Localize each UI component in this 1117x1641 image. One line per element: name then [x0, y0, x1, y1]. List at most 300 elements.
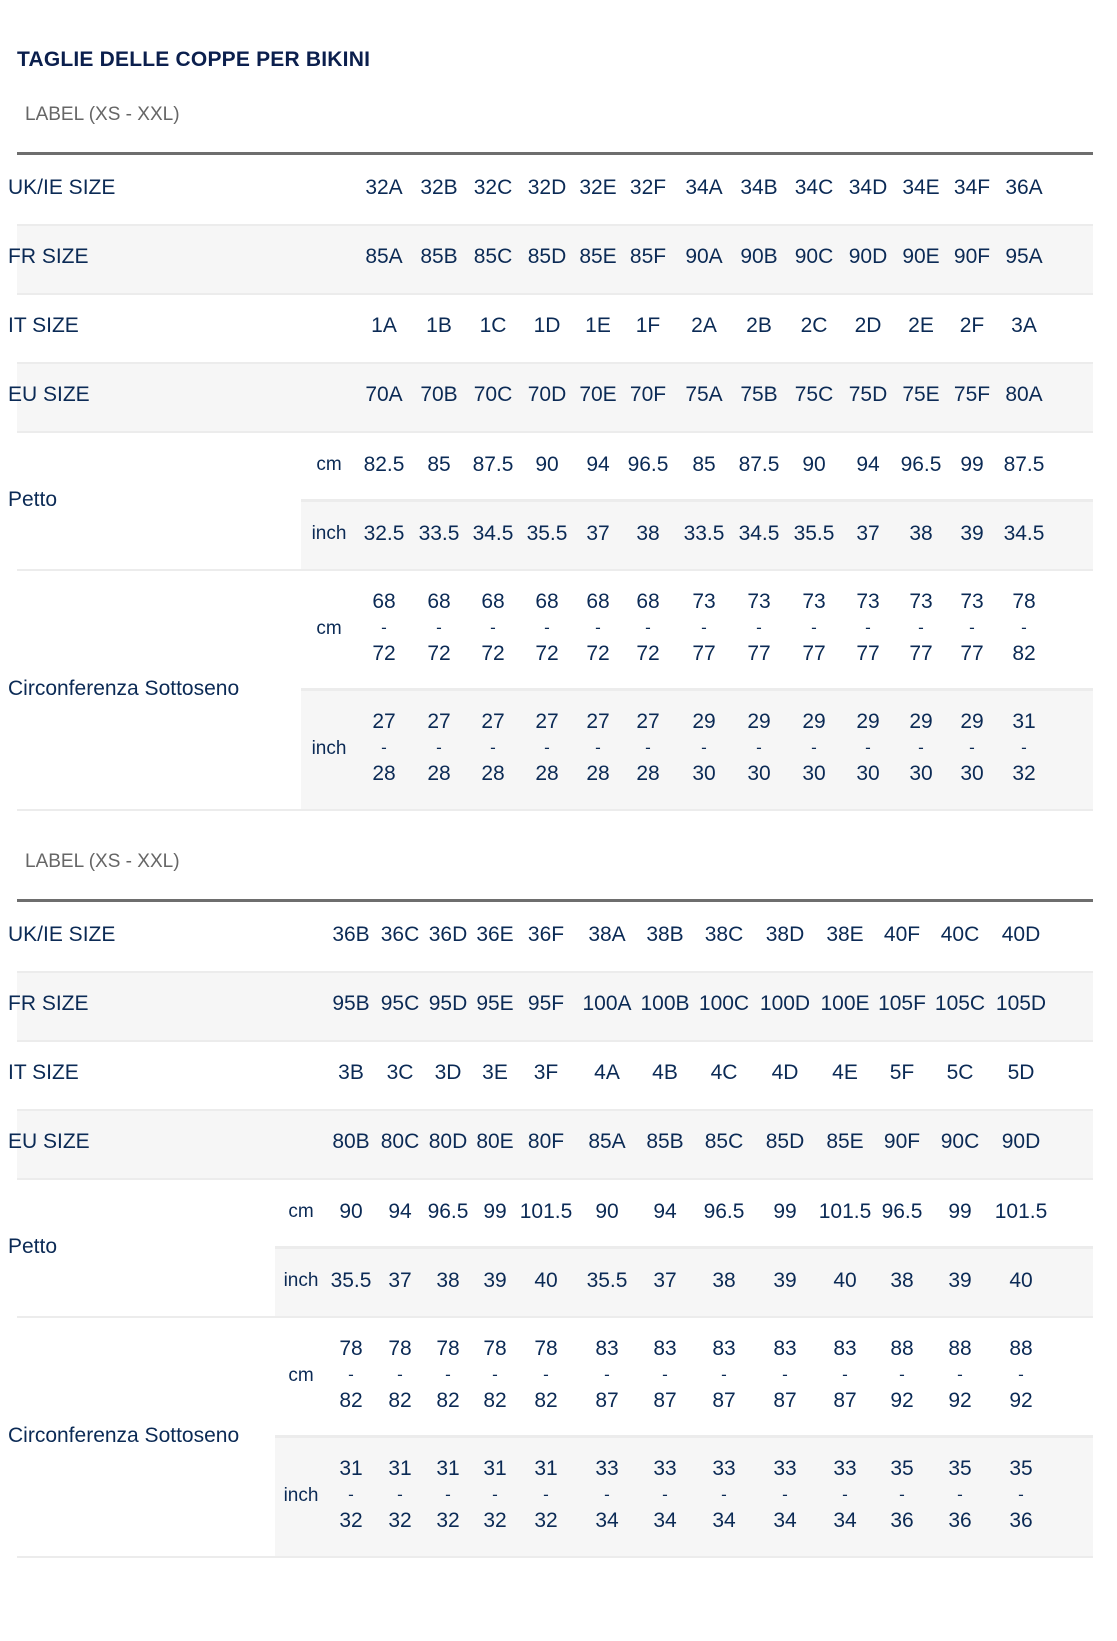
- size-cell: 85F: [629, 245, 667, 268]
- sottoseno-cm-range: [427, 589, 450, 667]
- row-label-fr-size: FR SIZE: [8, 992, 89, 1015]
- petto-inch-cell: 40: [1009, 1269, 1033, 1292]
- range-separator: -: [918, 738, 924, 757]
- range-from: 33: [653, 1457, 677, 1480]
- range-to: 87: [653, 1389, 677, 1412]
- table-bottom-rule: [17, 1556, 1093, 1558]
- range-from: 31: [483, 1457, 507, 1480]
- size-cell: 90D: [1001, 1130, 1041, 1153]
- range-from: 31: [339, 1457, 363, 1480]
- size-cell: 4E: [832, 1061, 858, 1084]
- range-to: 30: [856, 762, 880, 785]
- petto-cm-cell: 90: [595, 1200, 619, 1223]
- range-separator: -: [957, 1485, 963, 1504]
- petto-inch-cell: 37: [856, 522, 880, 545]
- range-separator: -: [721, 1365, 727, 1384]
- range-to: 30: [692, 762, 716, 785]
- range-from: 88: [1009, 1337, 1033, 1360]
- size-cell: 38B: [646, 923, 684, 946]
- range-separator: -: [662, 1365, 668, 1384]
- petto-cm-cell: 94: [388, 1200, 412, 1223]
- range-from: 73: [692, 590, 716, 613]
- size-cell: 2C: [800, 314, 828, 337]
- sottoseno-cm-range: [833, 1336, 856, 1414]
- range-separator: -: [756, 738, 762, 757]
- row-label-petto: Petto: [8, 1235, 58, 1258]
- sottoseno-inch-range: [586, 709, 609, 787]
- row-label-eu-size: EU SIZE: [8, 383, 90, 406]
- size-cell: 3D: [434, 1061, 462, 1084]
- range-to: 36: [1009, 1509, 1033, 1532]
- size-cell: 85A: [365, 245, 403, 268]
- size-cell: 32E: [579, 176, 617, 199]
- sottoseno-inch-range: [388, 1456, 411, 1534]
- size-cell: 95C: [380, 992, 420, 1015]
- range-to: 30: [909, 762, 933, 785]
- unit-label-inch: inch: [283, 1270, 319, 1291]
- range-separator: -: [604, 1365, 610, 1384]
- size-cell: 32F: [629, 176, 667, 199]
- range-separator: -: [348, 1365, 354, 1384]
- range-from: 78: [483, 1337, 507, 1360]
- sottoseno-cm-range: [534, 1336, 557, 1414]
- sottoseno-inch-range: [636, 709, 659, 787]
- size-cell: 3B: [338, 1061, 364, 1084]
- range-separator: -: [543, 1485, 549, 1504]
- size-cell: 38E: [826, 923, 864, 946]
- range-to: 82: [534, 1389, 558, 1412]
- sottoseno-cm-range: [481, 589, 504, 667]
- sottoseno-inch-range: [773, 1456, 796, 1534]
- range-from: 29: [802, 710, 826, 733]
- range-from: 27: [535, 710, 559, 733]
- range-to: 77: [909, 642, 933, 665]
- size-cell: 40D: [1001, 923, 1041, 946]
- range-to: 72: [481, 642, 505, 665]
- size-cell: 80F: [527, 1130, 565, 1153]
- range-separator: -: [397, 1365, 403, 1384]
- sottoseno-cm-range: [339, 1336, 362, 1414]
- size-cell: 90C: [794, 245, 834, 268]
- petto-cm-cell: 101.5: [818, 1200, 872, 1223]
- size-cell: 36B: [332, 923, 370, 946]
- size-cell: 3E: [482, 1061, 508, 1084]
- range-from: 35: [948, 1457, 972, 1480]
- range-separator: -: [595, 738, 601, 757]
- range-from: 27: [372, 710, 396, 733]
- range-to: 92: [890, 1389, 914, 1412]
- petto-cm-cell: 94: [653, 1200, 677, 1223]
- range-to: 72: [372, 642, 396, 665]
- size-cell: 85B: [420, 245, 458, 268]
- range-separator: -: [436, 618, 442, 637]
- size-cell: 34A: [685, 176, 723, 199]
- range-to: 77: [692, 642, 716, 665]
- range-to: 36: [948, 1509, 972, 1532]
- range-separator: -: [381, 618, 387, 637]
- sottoseno-cm-range: [595, 1336, 618, 1414]
- petto-sub-rule: [301, 499, 1093, 502]
- range-to: 32: [1012, 762, 1036, 785]
- petto-cm-cell: 85: [692, 453, 716, 476]
- range-from: 33: [773, 1457, 797, 1480]
- range-from: 31: [436, 1457, 460, 1480]
- sottoseno-sub-rule: [301, 688, 1093, 691]
- petto-inch-cell: 35.5: [586, 1269, 628, 1292]
- range-to: 77: [747, 642, 771, 665]
- size-cell: 38A: [588, 923, 626, 946]
- size-cell: 95F: [527, 992, 565, 1015]
- sottoseno-cm-range: [960, 589, 983, 667]
- range-separator: -: [811, 618, 817, 637]
- petto-cm-cell: 96.5: [881, 1200, 923, 1223]
- sottoseno-inch-range: [483, 1456, 506, 1534]
- petto-inch-cell: 40: [534, 1269, 558, 1292]
- size-cell: 75E: [902, 383, 940, 406]
- size-cell: 34D: [848, 176, 888, 199]
- petto-cm-cell: 90: [339, 1200, 363, 1223]
- petto-inch-cell: 39: [948, 1269, 972, 1292]
- size-cell: 34B: [740, 176, 778, 199]
- range-separator: -: [782, 1365, 788, 1384]
- range-to: 28: [372, 762, 396, 785]
- range-separator: -: [1021, 738, 1027, 757]
- range-from: 33: [595, 1457, 619, 1480]
- size-cell: 100A: [582, 992, 632, 1015]
- sottoseno-inch-range: [535, 709, 558, 787]
- range-from: 68: [427, 590, 451, 613]
- size-cell: 75B: [740, 383, 778, 406]
- range-from: 73: [960, 590, 984, 613]
- range-separator: -: [1021, 618, 1027, 637]
- range-from: 83: [712, 1337, 736, 1360]
- sottoseno-cm-range: [586, 589, 609, 667]
- range-separator: -: [595, 618, 601, 637]
- unit-label-cm: cm: [316, 454, 342, 475]
- size-cell: 3A: [1011, 314, 1037, 337]
- range-from: 68: [535, 590, 559, 613]
- range-to: 77: [960, 642, 984, 665]
- range-to: 32: [534, 1509, 558, 1532]
- range-separator: -: [381, 738, 387, 757]
- unit-label-cm: cm: [288, 1201, 314, 1222]
- sottoseno-inch-range: [802, 709, 825, 787]
- row-label-sottoseno: Circonferenza Sottoseno: [8, 1424, 240, 1447]
- range-from: 35: [890, 1457, 914, 1480]
- size-cell: 90F: [953, 245, 991, 268]
- size-cell: 80E: [476, 1130, 514, 1153]
- petto-inch-cell: 34.5: [472, 522, 514, 545]
- range-to: 30: [802, 762, 826, 785]
- unit-label-inch: inch: [311, 523, 347, 544]
- range-from: 73: [747, 590, 771, 613]
- size-cell: 100D: [759, 992, 811, 1015]
- range-separator: -: [865, 618, 871, 637]
- row-label-uk-size: UK/IE SIZE: [8, 923, 116, 946]
- range-from: 29: [909, 710, 933, 733]
- size-cell: 70F: [629, 383, 667, 406]
- size-cell: 105D: [995, 992, 1047, 1015]
- range-separator: -: [645, 618, 651, 637]
- petto-inch-cell: 38: [436, 1269, 460, 1292]
- range-separator: -: [969, 738, 975, 757]
- size-cell: 85D: [527, 245, 567, 268]
- range-from: 83: [653, 1337, 677, 1360]
- size-cell: 90B: [740, 245, 778, 268]
- range-from: 33: [833, 1457, 857, 1480]
- size-cell: 90C: [940, 1130, 980, 1153]
- petto-cm-cell: 87.5: [472, 453, 514, 476]
- size-cell: 75A: [685, 383, 723, 406]
- range-separator: -: [436, 738, 442, 757]
- range-to: 82: [436, 1389, 460, 1412]
- sottoseno-inch-range: [960, 709, 983, 787]
- petto-inch-cell: 33.5: [683, 522, 725, 545]
- sottoseno-inch-range: [1012, 709, 1035, 787]
- range-from: 78: [534, 1337, 558, 1360]
- size-cell: 100C: [698, 992, 750, 1015]
- range-to: 77: [802, 642, 826, 665]
- size-cell: 5C: [946, 1061, 974, 1084]
- petto-inch-cell: 39: [960, 522, 984, 545]
- range-from: 68: [481, 590, 505, 613]
- petto-cm-cell: 82.5: [363, 453, 405, 476]
- range-to: 34: [653, 1509, 677, 1532]
- petto-inch-cell: 34.5: [1003, 522, 1045, 545]
- petto-cm-cell: 99: [483, 1200, 507, 1223]
- range-to: 28: [636, 762, 660, 785]
- sottoseno-cm-range: [712, 1336, 735, 1414]
- range-separator: -: [544, 618, 550, 637]
- sottoseno-inch-range: [436, 1456, 459, 1534]
- petto-cm-cell: 101.5: [994, 1200, 1048, 1223]
- sottoseno-cm-range: [802, 589, 825, 667]
- size-cell: 32C: [473, 176, 513, 199]
- size-cell: 85E: [579, 245, 617, 268]
- sottoseno-cm-range: [653, 1336, 676, 1414]
- range-to: 30: [747, 762, 771, 785]
- size-cell: 36A: [1005, 176, 1043, 199]
- range-from: 29: [960, 710, 984, 733]
- petto-cm-cell: 101.5: [519, 1200, 573, 1223]
- range-to: 92: [948, 1389, 972, 1412]
- range-separator: -: [397, 1485, 403, 1504]
- size-cell: 36F: [527, 923, 565, 946]
- size-cell: 80B: [332, 1130, 370, 1153]
- petto-inch-cell: 38: [712, 1269, 736, 1292]
- row-label-uk-size: UK/IE SIZE: [8, 176, 116, 199]
- range-from: 83: [595, 1337, 619, 1360]
- size-cell: 100B: [640, 992, 690, 1015]
- size-cell: 36C: [380, 923, 420, 946]
- range-to: 87: [595, 1389, 619, 1412]
- size-cell: 3C: [386, 1061, 414, 1084]
- size-cell: 3F: [533, 1061, 559, 1084]
- size-cell: 1E: [585, 314, 611, 337]
- range-separator: -: [1018, 1485, 1024, 1504]
- range-separator: -: [543, 1365, 549, 1384]
- petto-inch-cell: 35.5: [330, 1269, 372, 1292]
- petto-inch-cell: 37: [586, 522, 610, 545]
- size-cell: 4A: [594, 1061, 620, 1084]
- sottoseno-inch-range: [481, 709, 504, 787]
- sottoseno-inch-range: [856, 709, 879, 787]
- size-cell: 70E: [579, 383, 617, 406]
- size-cell: 80A: [1005, 383, 1043, 406]
- range-to: 34: [833, 1509, 857, 1532]
- range-separator: -: [544, 738, 550, 757]
- range-from: 31: [534, 1457, 558, 1480]
- sottoseno-cm-range: [909, 589, 932, 667]
- range-separator: -: [957, 1365, 963, 1384]
- range-separator: -: [865, 738, 871, 757]
- range-separator: -: [842, 1365, 848, 1384]
- size-cell: 90F: [883, 1130, 921, 1153]
- range-from: 73: [802, 590, 826, 613]
- row-label-petto: Petto: [8, 488, 58, 511]
- range-separator: -: [348, 1485, 354, 1504]
- range-from: 83: [773, 1337, 797, 1360]
- size-cell: 1A: [371, 314, 397, 337]
- range-separator: -: [645, 738, 651, 757]
- size-cell: 36D: [428, 923, 468, 946]
- range-from: 33: [712, 1457, 736, 1480]
- sottoseno-cm-range: [773, 1336, 796, 1414]
- sottoseno-inch-range: [339, 1456, 362, 1534]
- range-to: 28: [427, 762, 451, 785]
- range-from: 78: [339, 1337, 363, 1360]
- range-to: 34: [712, 1509, 736, 1532]
- range-to: 72: [636, 642, 660, 665]
- petto-inch-cell: 38: [890, 1269, 914, 1292]
- size-cell: 95A: [1005, 245, 1043, 268]
- size-cell: 2E: [908, 314, 934, 337]
- size-cell: 40C: [940, 923, 980, 946]
- sottoseno-inch-range: [653, 1456, 676, 1534]
- sottoseno-inch-range: [595, 1456, 618, 1534]
- page-title: TAGLIE DELLE COPPE PER BIKINI: [17, 48, 371, 71]
- size-cell: 75F: [953, 383, 991, 406]
- size-cell: 105F: [878, 992, 926, 1015]
- range-from: 73: [856, 590, 880, 613]
- table-label: LABEL (XS - XXL): [25, 851, 180, 872]
- row-label-fr-size: FR SIZE: [8, 245, 89, 268]
- size-cell: 5D: [1007, 1061, 1035, 1084]
- unit-label-cm: cm: [316, 618, 342, 639]
- size-cell: 38D: [765, 923, 805, 946]
- size-cell: 85D: [765, 1130, 805, 1153]
- size-cell: 70B: [420, 383, 458, 406]
- range-to: 72: [535, 642, 559, 665]
- petto-cm-cell: 99: [773, 1200, 797, 1223]
- sottoseno-inch-range: [909, 709, 932, 787]
- size-cell: 1D: [533, 314, 561, 337]
- petto-cm-cell: 90: [802, 453, 826, 476]
- range-separator: -: [918, 618, 924, 637]
- range-from: 88: [948, 1337, 972, 1360]
- size-cell: 32D: [527, 176, 567, 199]
- petto-sub-rule: [275, 1246, 1093, 1249]
- unit-label-inch: inch: [283, 1485, 319, 1506]
- range-from: 29: [856, 710, 880, 733]
- row-label-it-size: IT SIZE: [8, 314, 79, 337]
- petto-inch-cell: 38: [909, 522, 933, 545]
- size-cell: 70C: [473, 383, 513, 406]
- petto-cm-cell: 96.5: [703, 1200, 745, 1223]
- range-separator: -: [899, 1485, 905, 1504]
- range-to: 82: [483, 1389, 507, 1412]
- size-cell: 5F: [889, 1061, 915, 1084]
- range-to: 72: [427, 642, 451, 665]
- size-cell: 1F: [635, 314, 661, 337]
- size-cell: 90A: [685, 245, 723, 268]
- range-from: 68: [636, 590, 660, 613]
- sottoseno-inch-range: [747, 709, 770, 787]
- size-cell: 80C: [380, 1130, 420, 1153]
- size-cell: 90E: [902, 245, 940, 268]
- petto-cm-cell: 96.5: [427, 1200, 469, 1223]
- sottoseno-cm-range: [636, 589, 659, 667]
- size-cell: 2F: [959, 314, 985, 337]
- size-cell: 75D: [848, 383, 888, 406]
- size-cell: 90D: [848, 245, 888, 268]
- range-from: 29: [692, 710, 716, 733]
- range-separator: -: [662, 1485, 668, 1504]
- sottoseno-sub-rule: [275, 1435, 1093, 1438]
- range-separator: -: [445, 1485, 451, 1504]
- petto-cm-cell: 87.5: [1003, 453, 1045, 476]
- size-cell: 4B: [652, 1061, 678, 1084]
- range-to: 30: [960, 762, 984, 785]
- range-to: 28: [535, 762, 559, 785]
- petto-cm-cell: 99: [948, 1200, 972, 1223]
- size-cell: 36E: [476, 923, 514, 946]
- range-from: 68: [586, 590, 610, 613]
- range-separator: -: [701, 618, 707, 637]
- sottoseno-cm-range: [948, 1336, 971, 1414]
- sottoseno-cm-range: [388, 1336, 411, 1414]
- range-from: 27: [586, 710, 610, 733]
- sottoseno-inch-range: [833, 1456, 856, 1534]
- petto-cm-cell: 94: [856, 453, 880, 476]
- size-cell: 85C: [704, 1130, 744, 1153]
- petto-cm-cell: 99: [960, 453, 984, 476]
- range-separator: -: [756, 618, 762, 637]
- sottoseno-inch-range: [534, 1456, 557, 1534]
- sottoseno-cm-range: [535, 589, 558, 667]
- range-from: 83: [833, 1337, 857, 1360]
- petto-inch-cell: 33.5: [418, 522, 460, 545]
- range-to: 32: [388, 1509, 412, 1532]
- row-label-sottoseno: Circonferenza Sottoseno: [8, 677, 240, 700]
- size-cell: 105C: [934, 992, 986, 1015]
- range-to: 28: [586, 762, 610, 785]
- sottoseno-cm-range: [890, 1336, 913, 1414]
- size-cell: 34C: [794, 176, 834, 199]
- range-from: 78: [436, 1337, 460, 1360]
- size-cell: 38C: [704, 923, 744, 946]
- range-from: 27: [636, 710, 660, 733]
- size-cell: 32A: [365, 176, 403, 199]
- petto-inch-cell: 37: [388, 1269, 412, 1292]
- petto-inch-cell: 35.5: [793, 522, 835, 545]
- range-to: 28: [481, 762, 505, 785]
- sottoseno-cm-range: [483, 1336, 506, 1414]
- row-label-it-size: IT SIZE: [8, 1061, 79, 1084]
- range-to: 32: [483, 1509, 507, 1532]
- size-cell: 85C: [473, 245, 513, 268]
- petto-cm-cell: 96.5: [900, 453, 942, 476]
